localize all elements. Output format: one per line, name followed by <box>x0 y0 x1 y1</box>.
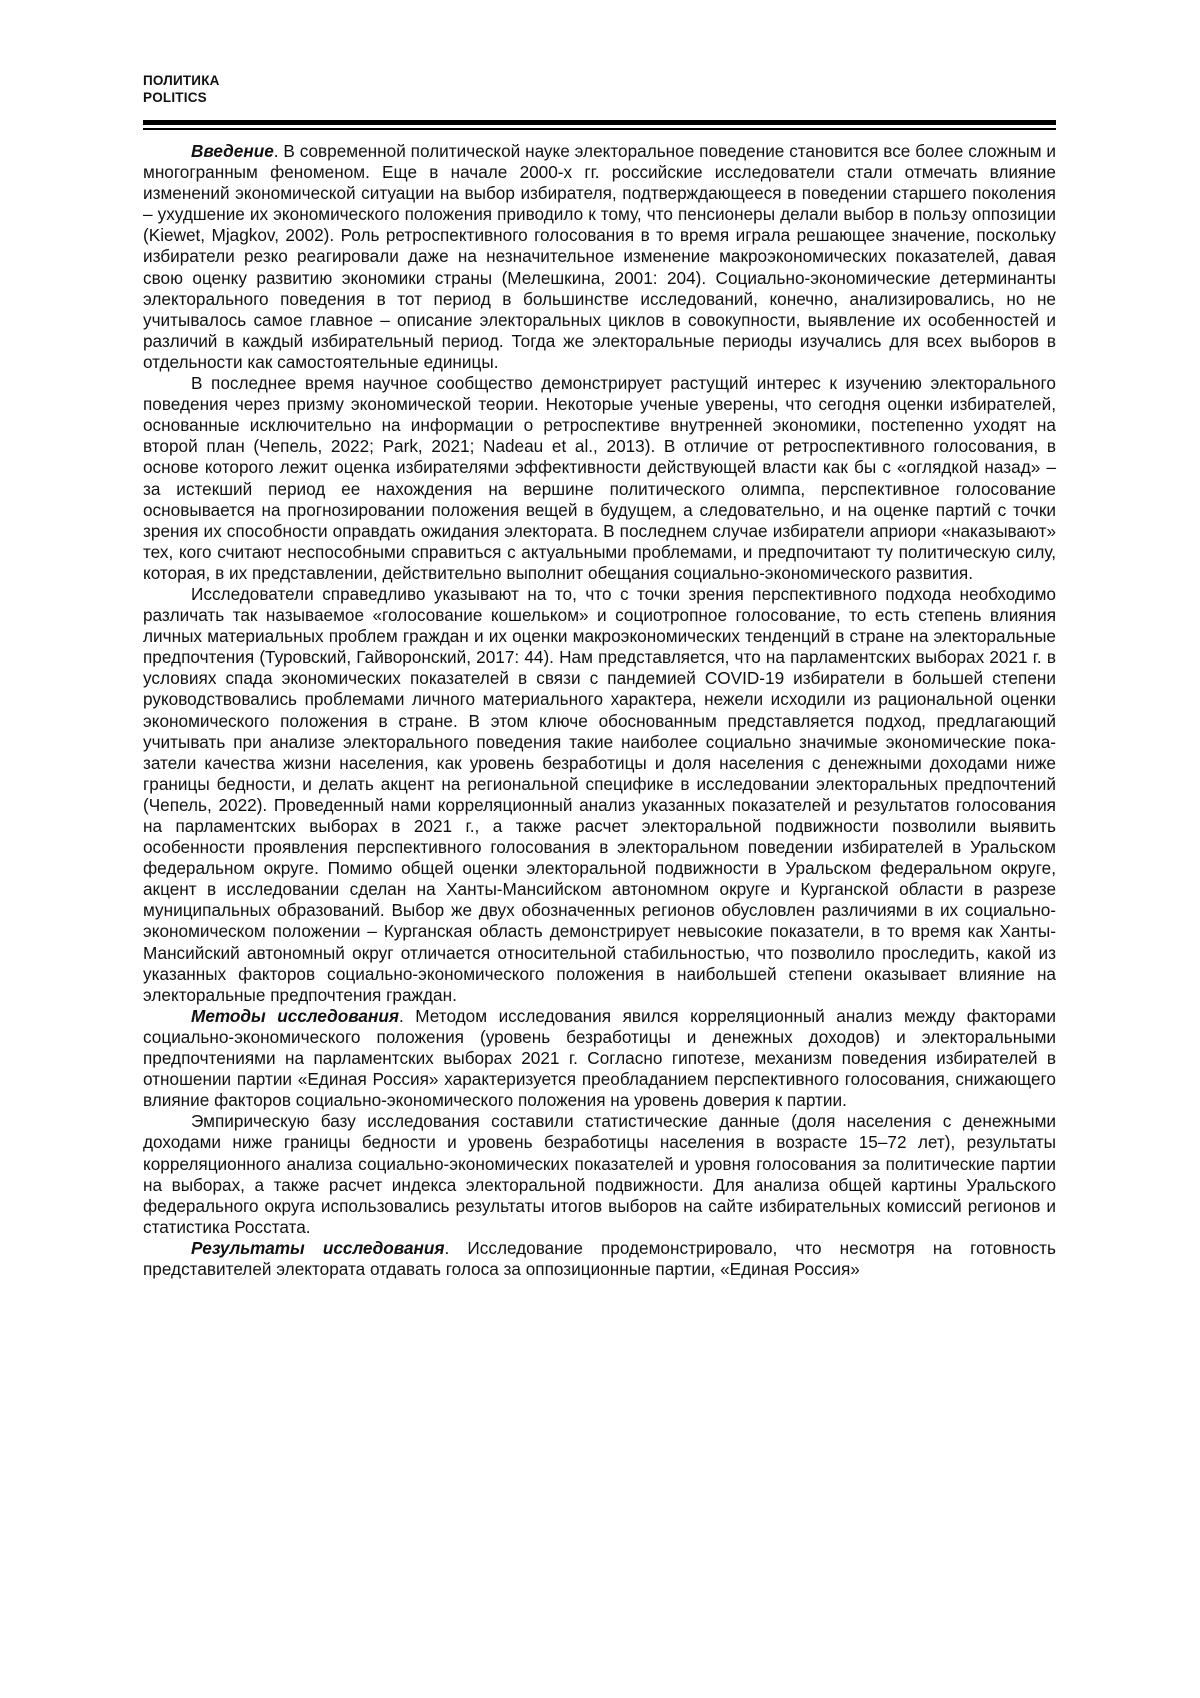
paragraph-text: В последнее время научное сообщество демонстрирует растущий интерес к изучению электорального поведения через призму экономической теории. Некоторые ученые уверены, что сегодня оценки избирателей, основанные исключительно на информации о ретроспективе внутренней экономики, постепенно уходят на второй план (Чепель, 2022; Park, 2021; Nadeau et al., 2013). В отличие от ретроспективного голосования, в основе которого лежит оценка избирателями эффективности действующей власти как бы с «оглядкой назад» – за истекший период ее нахождения на вершине политического олимпа, перспективное голосование основывается на прогнозировании положения вещей в будущем, а следовательно, и на оценке партий с точки зрения их способности оправдать ожидания электората. В последнем случае избиратели априори «наказывают» тех, кого считают неспособными справиться с актуальными проблемами, и предпочитают ту политическую силу, которая, в их представлении, действительно выполнит обещания социально-экономического развития. <box>143 373 1056 583</box>
paragraph-text: . Исследование продемонстрировало, что несмотря на готовность представителей электората отдавать голоса за оппозиционные партии, «Единая Россия» <box>143 1237 1056 1279</box>
section-heading-introduction: Введение <box>191 141 274 161</box>
paragraph-prospective-voting <box>143 584 1056 1006</box>
paragraph-text: . Методом исследования явился корреляционный анализ между факторами социально-экономического положения (уровень безработицы и денежных доходов) и электоральными предпочтениями на парламентских выборах 2021 г. Согласно гипотезе, механизм поведения избирателей в отношении партии «Единая Россия» характеризуется преобладанием перспективного голосования, снижающего влияние факторов социально-экономического положения на уровень доверия к партии. <box>143 1005 1056 1111</box>
header-rule-thin <box>143 128 1056 130</box>
section-title-en: POLITICS <box>143 90 207 105</box>
running-header <box>143 72 220 106</box>
paragraph-text: Исследователи справедливо указывают на то, что с точки зрения перспективного подхода необходимо различать так называемое «голосование кошельком» и социотропное голосование, то есть степень влияния личных материальных проблем граждан и их оценки макроэкономических тенденций в стране на электоральные предпочтения (Туровский, Гайворонский, 2017: 44). Нам представляется, что на парламентских выборах 2021 г. в условиях спада экономических показателей в связи с пандемией COVID-19 избиратели в большей степени руководствовались проблемами личного материального характера, нежели исходили из рациональной оценки экономического положения в стране. В этом ключе обоснованным представляется подход, предлагающий учитывать при анализе электорального поведения такие наиболее социально значимые экономические показатели качества жизни населения, как уровень безработицы и доля населения с денежными доходами ниже границы бедности, и делать акцент на региональной специфике в исследовании электоральных предпочтений (Чепель, 2022). Проведенный нами корреляционный анализ указанных показателей и результатов голосования на парламентских выборах в 2021 г., а также расчет электоральной подвижности позволили выявить особенности проявления перспективного голосования в электоральном поведении избирателей в Уральском федеральном округе. Помимо общей оценки электоральной подвижности в Уральском федеральном округе, акцент в исследовании сделан на Ханты-Мансийском автономном округе и Курганской области в разрезе муниципальных образований. Выбор же двух обозначенных регионов обусловлен различиями в их социально-экономическом положении – Курганская область демонстрирует невысокие показатели, в то время как Ханты-Мансийский автономный округ отличается относительной стабильностью, что позволило проследить, какой из указанных факторов социально-экономического положения в наибольшей степени оказывает влияние на электоральные предпочтения граждан. <box>143 583 1056 1005</box>
paragraph-text: Эмпирическую базу исследования составили статистические данные (доля населения с денежными доходами ниже границы бедности и уровень безработицы населения в возрасте 15–72 лет), результаты корреляционного анализа социально-экономических показателей и уровня голосования за политические партии на выборах, а также расчет индекса электоральной подвижности. Для анализа общей картины Уральского федерального округа использовались результаты итогов выборов на сайте избирательных комиссий регионов и статистика Росстата. <box>143 1111 1056 1237</box>
section-title-ru: ПОЛИТИКА <box>143 73 220 88</box>
section-heading-methods: Методы исследования <box>191 1005 399 1026</box>
paragraph-methods <box>143 1006 1056 1111</box>
article-body <box>143 141 1056 1280</box>
paragraph-results <box>143 1238 1056 1280</box>
paragraph-introduction <box>143 141 1056 373</box>
paragraph-text: . В современной политической науке электоральное поведение становится все более сложным и многогранным феноменом. Еще в начале 2000-х гг. российские исследователи стали отмечать влияние изменений экономической ситуации на выбор избирателя, подтверждающееся в поведении старшего поколения – ухудшение их экономического положения приводило к тому, что пенсионеры делали выбор в пользу оппозиции (Kiewet, Mjagkov, 2002). Роль ретроспективного голосования в то время играла решающее значение, поскольку избиратели резко реагировали даже на незначительное изменение макроэкономических показателей, давая свою оценку развитию экономики страны (Мелешкина, 2001: 204). Социально-экономические детерминанты электорального поведения в тот период в большинстве исследований, конечно, анализировались, но не учитывалось самое главное – описание электоральных циклов в совокупности, выявление их особенностей и различий в каждый избирательный период. Тогда же электоральные периоды изучались для всех выборов в отдельности как самостоятельные единицы. <box>143 141 1056 372</box>
section-heading-results: Результаты исследования <box>191 1237 445 1258</box>
paragraph-empirical-base <box>143 1111 1056 1238</box>
header-rule-thick <box>143 120 1056 125</box>
paragraph-economic-theory <box>143 373 1056 584</box>
